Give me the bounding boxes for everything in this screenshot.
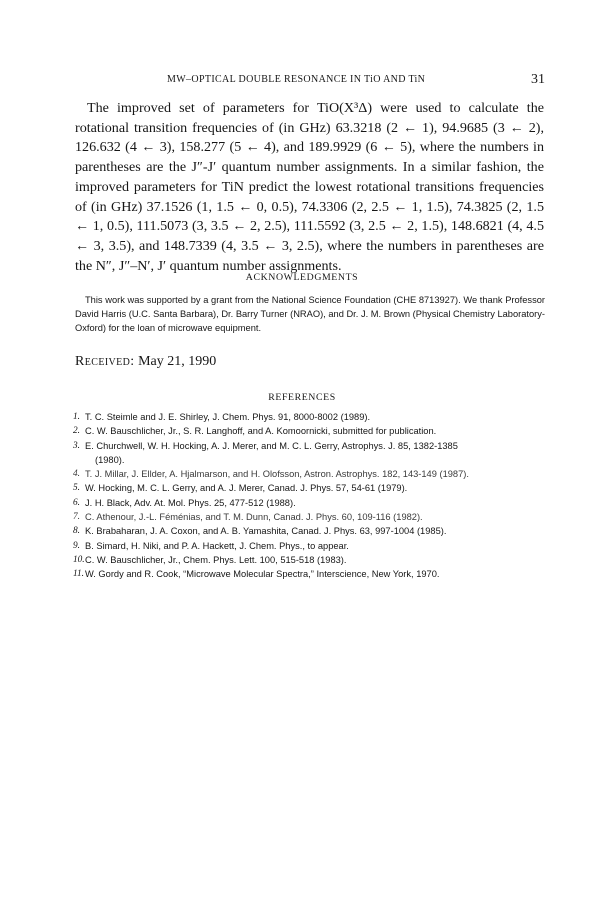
reference-text: C. Athenour, J.-L. Féménias, and T. M. Dunn, Canad. J. Phys. 60, 109-116 (1982). [85, 512, 423, 523]
reference-text-continuation: (1980). [95, 454, 125, 465]
reference-number: 4. [73, 469, 80, 480]
reference-item [73, 553, 547, 567]
received-date: May 21, 1990 [138, 354, 217, 369]
reference-number: 5. [73, 483, 80, 494]
reference-item [73, 481, 547, 495]
reference-text: W. Hocking, M. C. L. Gerry, and A. J. Merer, Canad. J. Phys. 57, 54-61 (1979). [85, 483, 408, 494]
reference-item [73, 410, 547, 424]
received-label: Received: [75, 354, 135, 369]
reference-item [73, 467, 547, 481]
reference-text: J. H. Black, Adv. At. Mol. Phys. 25, 477-512 (1988). [85, 497, 296, 508]
reference-text: C. W. Bauschlicher, Jr., S. R. Langhoff, and A. Komoornicki, submitted for publication. [85, 426, 437, 437]
reference-number: 9. [73, 540, 80, 551]
body-paragraph: The improved set of parameters for TiO(X³Δ) were used to calculate the rotational transition frequencies of (in GHz) 63.3218 (2 ← 1), 94.9685 (3 ← 2), 126.632 (4 ← 3), 158.277 (5 ← 4), and 189.9929 (6 ← 5), where the numbers in parentheses are the J″-J′ quantum number assignments. In a similar fashion, the improved parameters for TiN predict the lowest rotational transitions frequencies of (in GHz) 37.1526 (1, 1.5 ← 0, 0.5), 74.3306 (2, 2.5 ← 1, 1.5), 74.3825 (2, 1.5 ← 1, 0.5), 111.5073 (3, 3.5 ← 2, 2.5), 111.5592 (3, 2.5 ← 2, 1.5), 148.6821 (4, 4.5 ← 3, 3.5), and 148.7339 (4, 3.5 ← 3, 2.5), where the numbers in parentheses are the N″, J″–N′, J′ quantum number assignments. [75, 100, 544, 274]
acknowledgments-text: This work was supported by a grant from the National Science Foundation (CHE 8713927). We thank Professor David Harris (U.C. Santa Barbara), Dr. Barry Turner (NRAO), and Dr. J. M. Brown (Physical Chemistry Laboratory-Oxford) for the loan of microwave equipment. [75, 295, 545, 334]
reference-item [73, 424, 547, 438]
references-list [73, 410, 547, 582]
references-heading: REFERENCES [268, 392, 336, 403]
reference-item [73, 439, 547, 468]
reference-number: 11. [73, 569, 84, 580]
received-line [75, 354, 216, 370]
reference-number: 10. [73, 554, 85, 565]
page-header [75, 74, 545, 90]
page-number: 31 [531, 72, 545, 87]
reference-number: 6. [73, 497, 80, 508]
reference-text: T. J. Millar, J. Ellder, A. Hjalmarson, and H. Olofsson, Astron. Astrophys. 182, 143-149 (1987). [85, 469, 469, 480]
reference-text: B. Simard, H. Niki, and P. A. Hackett, J. Chem. Phys., to appear. [85, 540, 349, 551]
reference-item [73, 510, 547, 524]
reference-number: 8. [73, 526, 80, 537]
reference-item [73, 524, 547, 538]
reference-number: 7. [73, 512, 80, 523]
reference-number: 2. [73, 426, 80, 437]
reference-number: 3. [73, 440, 80, 451]
running-head: MW–OPTICAL DOUBLE RESONANCE IN TiO AND TiN [167, 74, 426, 85]
acknowledgments-heading: ACKNOWLEDGMENTS [245, 272, 359, 283]
reference-item [73, 496, 547, 510]
reference-item [73, 567, 547, 581]
reference-text: T. C. Steimle and J. E. Shirley, J. Chem. Phys. 91, 8000-8002 (1989). [85, 412, 371, 422]
reference-text: C. W. Bauschlicher, Jr., Chem. Phys. Lett. 100, 515-518 (1983). [85, 554, 347, 565]
reference-text: E. Churchwell, W. H. Hocking, A. J. Merer, and M. C. L. Gerry, Astrophys. J. 85, 1382-1385 [85, 440, 458, 451]
reference-number: 1. [73, 412, 80, 422]
reference-item [73, 539, 547, 553]
reference-text: K. Brabaharan, J. A. Coxon, and A. B. Yamashita, Canad. J. Phys. 63, 997-1004 (1985). [85, 526, 447, 537]
reference-text: W. Gordy and R. Cook, “Microwave Molecular Spectra,” Interscience, New York, 1970. [85, 569, 440, 580]
